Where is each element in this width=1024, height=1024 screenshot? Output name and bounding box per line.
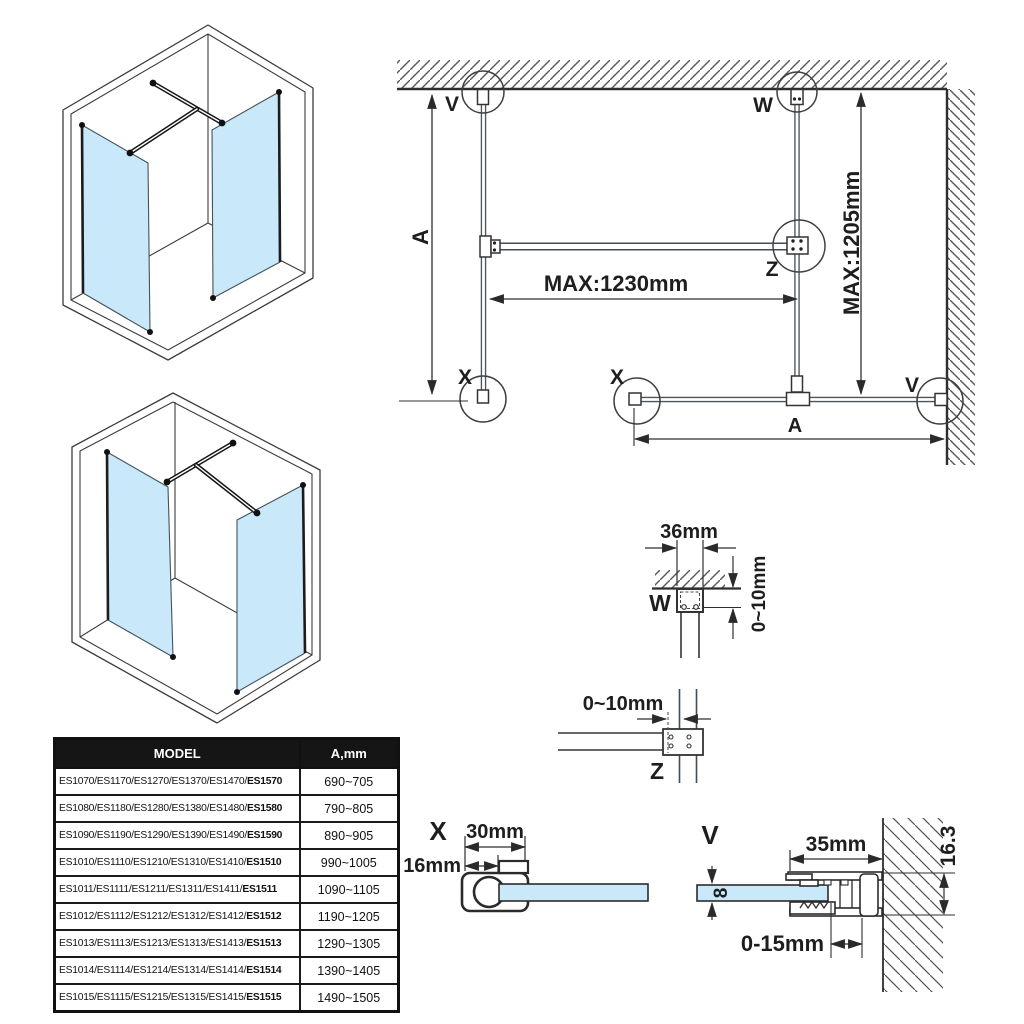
detail-v-label: V <box>701 820 719 850</box>
plan-dim-max-height: MAX:1205mm <box>839 170 864 316</box>
table-row <box>55 849 399 876</box>
amm-cell: 1190~1205 <box>300 903 399 930</box>
detail-w-dim-gap: 0~10mm <box>749 555 770 633</box>
plan-dim-max-width: MAX:1230mm <box>543 271 689 296</box>
glass-panel-left <box>79 122 153 335</box>
amm-cell: 690~705 <box>300 768 399 795</box>
amm-cell: 890~905 <box>300 822 399 849</box>
model-table <box>53 737 400 1013</box>
detail-x-dim-width: 30mm <box>466 821 524 843</box>
wall-hatch-top <box>397 60 947 89</box>
table-row <box>55 984 399 1012</box>
detail-v-dim-gap: 0-15mm <box>740 931 824 956</box>
model-cell: ES1015/ES1115/ES1215/ES1315/ES1415/ES1515 <box>55 984 300 1012</box>
plan-label-v-right: V <box>904 374 920 397</box>
support-bar <box>127 80 226 157</box>
detail-v-dim-width: 35mm <box>805 833 867 856</box>
detail-v-drawing <box>697 818 960 992</box>
detail-w-dim-width: 36mm <box>660 521 718 543</box>
table-row <box>55 795 399 822</box>
plan-dim-a-left: A <box>408 229 433 245</box>
plan-label-w-top: W <box>753 94 773 117</box>
plan-label-z: Z <box>765 258 779 281</box>
detail-w-label: W <box>649 590 671 616</box>
detail-z-label: Z <box>649 758 665 784</box>
model-cell: ES1013/ES1113/ES1213/ES1313/ES1413/ES1513 <box>55 930 300 957</box>
detail-v-dim-depth: 16.3 <box>937 825 960 867</box>
plan-label-x-left: X <box>457 366 473 389</box>
detail-z-drawing <box>558 689 711 784</box>
plan-view <box>397 60 975 465</box>
detail-x-drawing <box>403 816 648 911</box>
amm-cell: 1390~1405 <box>300 957 399 984</box>
table-row <box>55 957 399 984</box>
amm-cell: 1490~1505 <box>300 984 399 1012</box>
model-cell: ES1070/ES1170/ES1270/ES1370/ES1470/ES1570 <box>55 768 300 795</box>
detail-x-dim-offset: 16mm <box>403 855 461 877</box>
amm-cell: 790~805 <box>300 795 399 822</box>
detail-v-dim-glass: 8 <box>711 887 732 899</box>
amm-cell: 1090~1105 <box>300 876 399 903</box>
detail-z-dim-gap: 0~10mm <box>582 693 664 715</box>
model-cell: ES1014/ES1114/ES1214/ES1314/ES1414/ES1514 <box>55 957 300 984</box>
table-header-model: MODEL <box>55 739 300 769</box>
support-bar <box>164 440 261 517</box>
isometric-view-2 <box>72 393 320 723</box>
model-cell: ES1010/ES1110/ES1210/ES1310/ES1410/ES1510 <box>55 849 300 876</box>
glass-panel-right <box>234 482 306 695</box>
isometric-view-1 <box>63 25 313 360</box>
table-row <box>55 768 399 795</box>
detail-x-label: X <box>429 816 447 846</box>
model-cell: ES1012/ES1112/ES1212/ES1312/ES1412/ES1512 <box>55 903 300 930</box>
fitting-screws <box>493 97 803 251</box>
plan-dim-a-bottom: A <box>787 415 803 437</box>
model-table-body <box>55 768 399 1012</box>
model-cell: ES1080/ES1180/ES1280/ES1380/ES1480/ES1580 <box>55 795 300 822</box>
table-header-amm: A,mm <box>300 739 399 769</box>
plan-label-v-top: V <box>444 93 460 116</box>
amm-cell: 1290~1305 <box>300 930 399 957</box>
model-cell: ES1090/ES1190/ES1290/ES1390/ES1490/ES1590 <box>55 822 300 849</box>
table-header-row <box>55 739 399 769</box>
amm-cell: 990~1005 <box>300 849 399 876</box>
table-row <box>55 903 399 930</box>
plan-label-x-bottom: X <box>609 366 625 389</box>
table-row <box>55 822 399 849</box>
model-cell: ES1011/ES1111/ES1211/ES1311/ES1411/ES1511 <box>55 876 300 903</box>
detail-w-drawing <box>645 521 770 658</box>
table-row <box>55 876 399 903</box>
table-row <box>55 930 399 957</box>
glass-panel-section <box>499 884 648 901</box>
